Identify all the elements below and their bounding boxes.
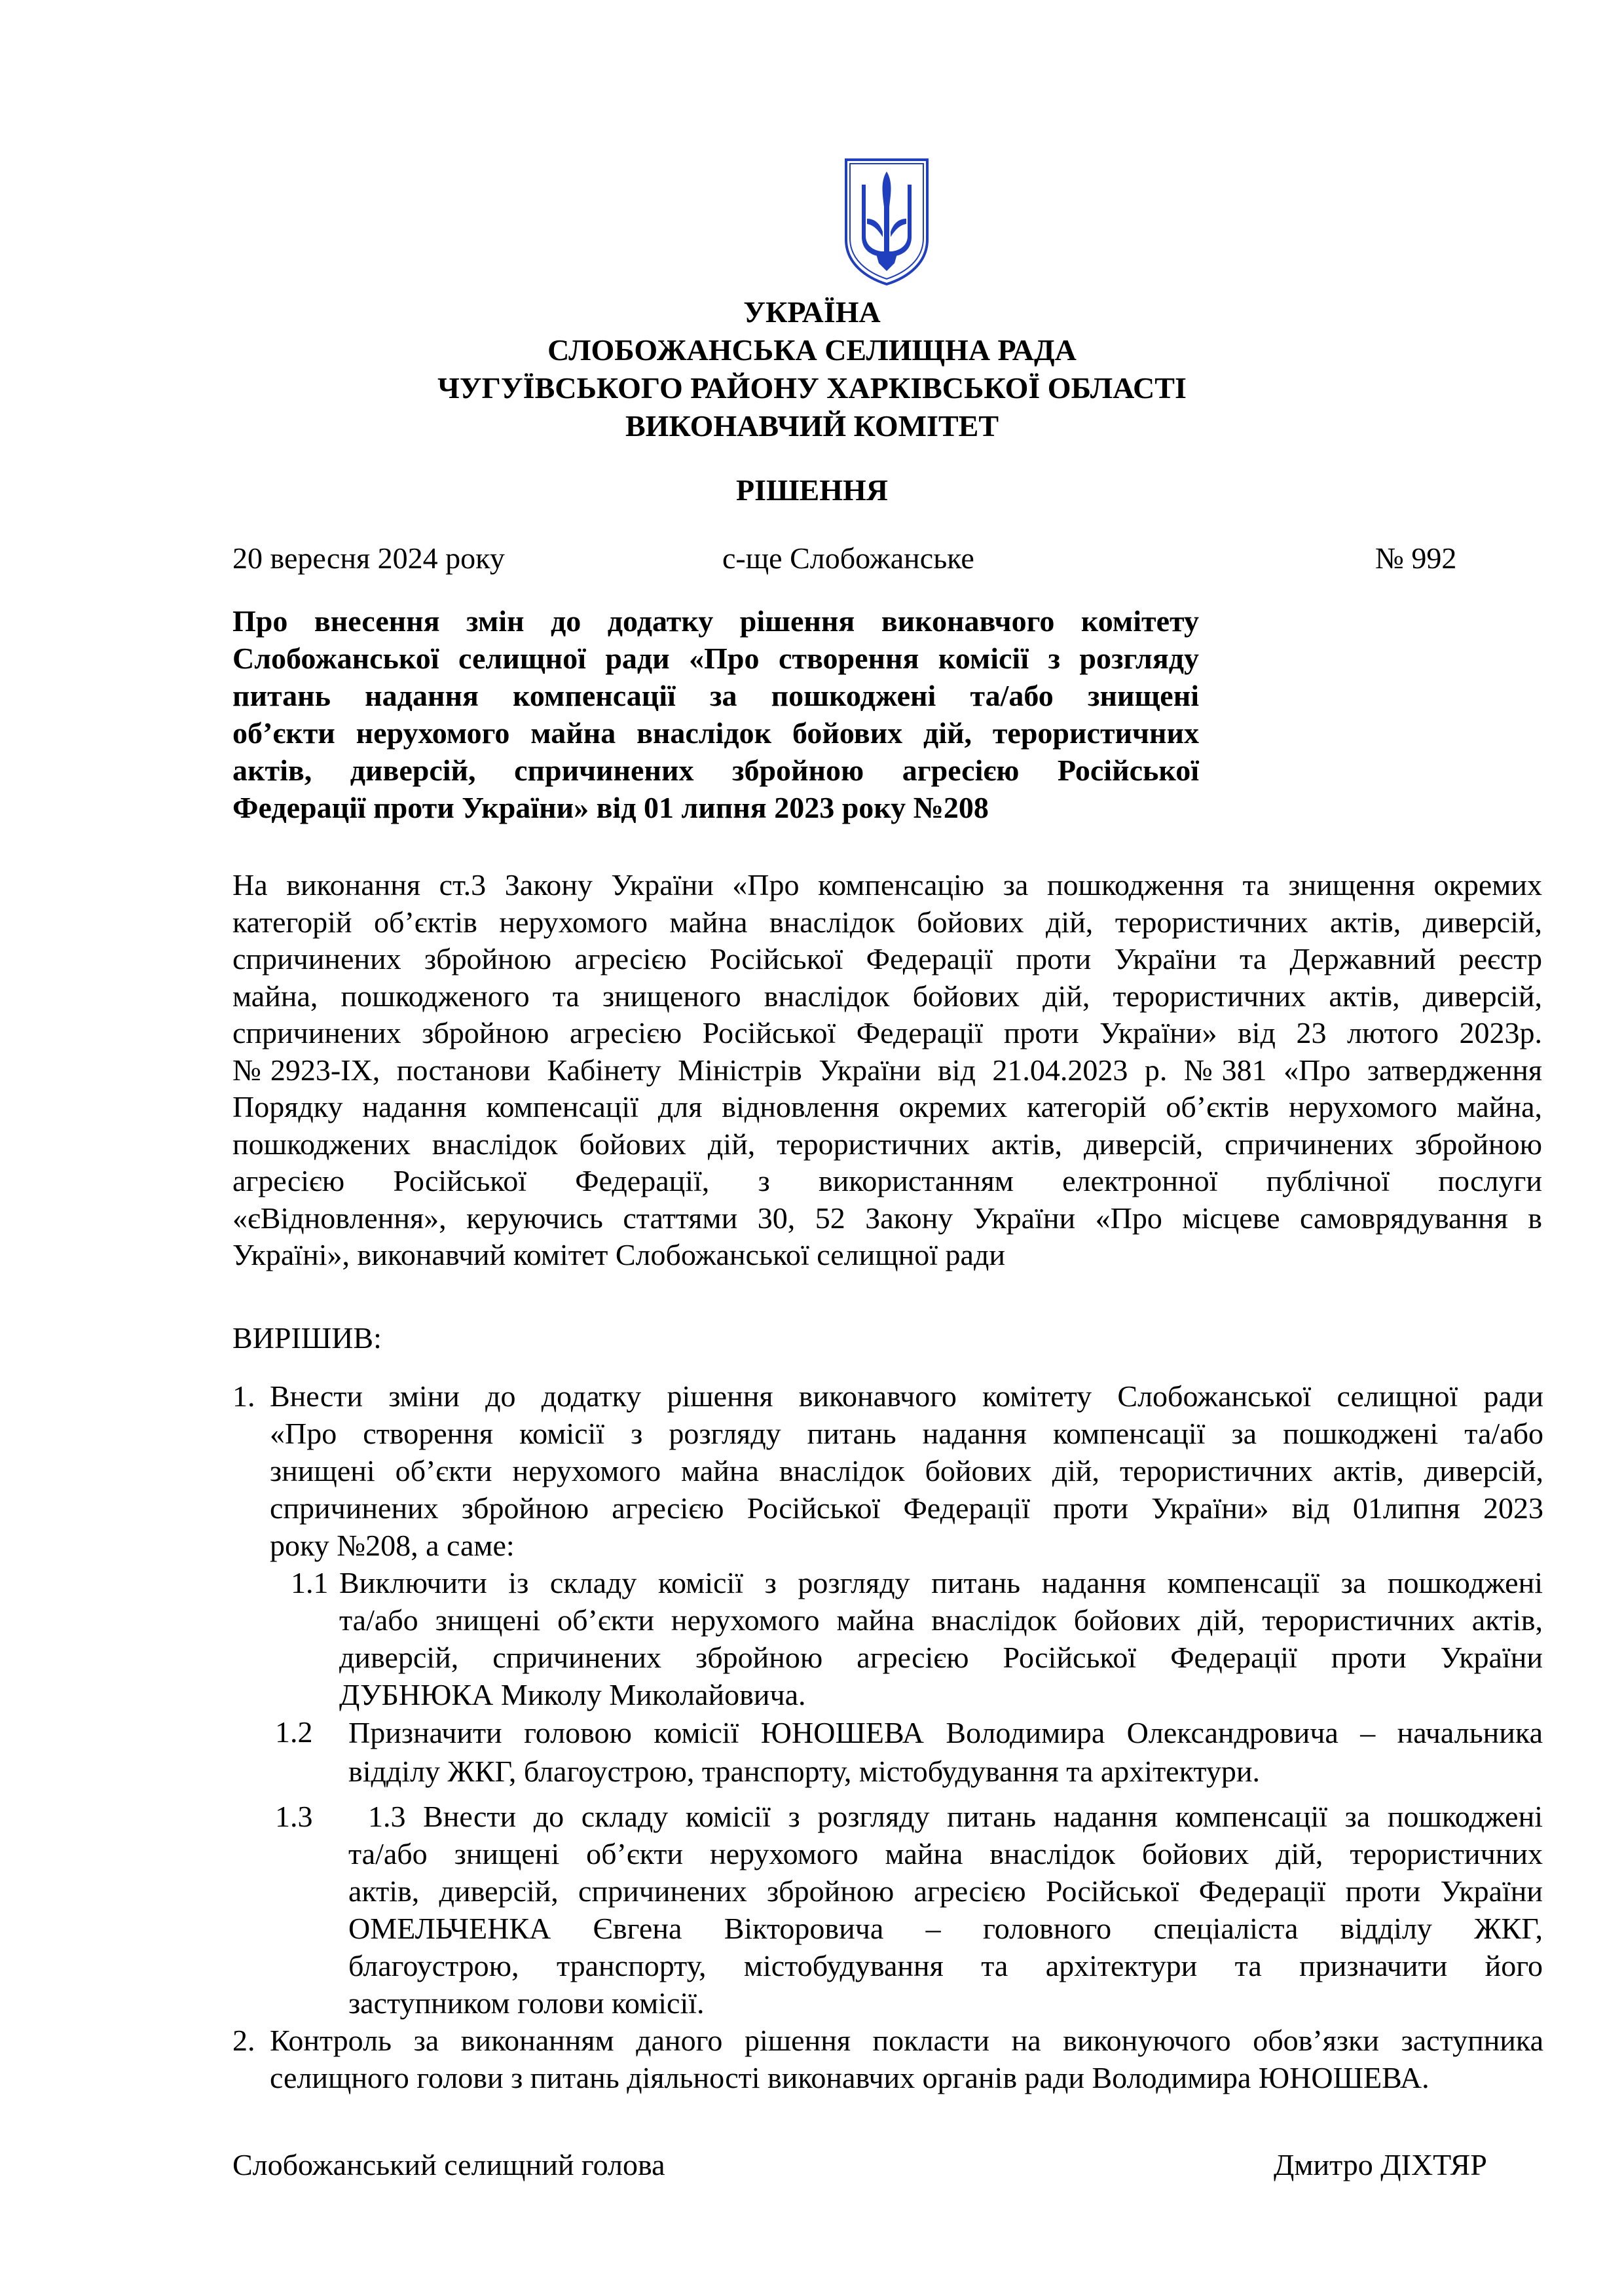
item-1-2	[348, 1713, 1543, 1791]
preamble-line: Порядку надання компенсації для відновлення окремих категорій об’єктів нерухомого майна,	[232, 1090, 1542, 1123]
header-council: СЛОБОЖАНСЬКА СЕЛИЩНА РАДА	[547, 333, 1077, 367]
item-line: Внести зміни до додатку рішення виконавчого комітету Слобожанської селищної ради	[270, 1379, 1543, 1413]
item-number: 1.2	[275, 1715, 313, 1749]
item-line: та/або знищені об’єкти нерухомого майна внаслідок бойових дій, терористичних актів,	[339, 1603, 1543, 1637]
decision-title	[232, 602, 1199, 826]
title-line: Слобожанської селищної ради «Про створення комісії з розгляду	[232, 642, 1199, 675]
item-line: диверсій, спричинених збройною агресією Російської Федерації проти України	[339, 1641, 1543, 1674]
item-line: та/або знищені об’єкти нерухомого майна внаслідок бойових дій, терористичних	[348, 1837, 1543, 1870]
item-1-1	[339, 1564, 1543, 1713]
decision-date: 20 вересня 2024 року	[232, 541, 505, 575]
title-line: Федерації проти України» від 01 липня 2023 року №208	[232, 791, 989, 824]
item-line: спричинених збройною агресією Російської Федерації проти України» від 01липня 2023	[270, 1491, 1543, 1525]
title-line: питань надання компенсації за пошкоджені та/або знищені	[232, 679, 1199, 712]
coat-of-arms-icon	[842, 156, 931, 287]
preamble-line: «єВідновлення», керуючись статтями 30, 52 Закону України «Про місцеве самоврядування в	[232, 1201, 1542, 1235]
title-line: Про внесення змін до додатку рішення виконавчого комітету	[232, 604, 1199, 638]
decided-label: ВИРІШИВ:	[232, 1321, 382, 1355]
item-1	[270, 1377, 1543, 1564]
item-number: 2.	[232, 2024, 255, 2057]
item-line: 1.3 Внести до складу комісії з розгляду питань надання компенсації за пошкоджені	[368, 1800, 1543, 1833]
header-committee: ВИКОНАВЧИЙ КОМІТЕТ	[625, 409, 999, 443]
preamble-line: пошкоджених внаслідок бойових дій, терористичних актів, диверсій, спричинених збройною	[232, 1127, 1542, 1161]
signatory-name: Дмитро ДІХТЯР	[1274, 2148, 1487, 2181]
item-number: 1.3	[275, 1800, 313, 1833]
preamble-line: На виконання ст.3 Закону України «Про компенсацію за пошкодження та знищення окремих	[232, 868, 1542, 902]
item-line: Виключити із складу комісії з розгляду питань надання компенсації за пошкоджені	[339, 1566, 1543, 1599]
item-number: 1.1	[291, 1566, 329, 1599]
item-line: року №208, а саме:	[270, 1529, 515, 1562]
item-line: благоустрою, транспорту, містобудування та архітектури та призначити його	[348, 1949, 1543, 1982]
item-line: Призначити головою комісії ЮНОШЕВА Володимира Олександровича – начальника	[348, 1716, 1543, 1749]
doc-type-heading: РІШЕННЯ	[736, 473, 888, 507]
preamble-line: майна, пошкодженого та знищеного внаслідок бойових дій, терористичних актів, диверсій,	[232, 979, 1542, 1013]
title-line: об’єкти нерухомого майна внаслідок бойових дій, терористичних	[232, 716, 1199, 750]
preamble-line: спричинених збройною агресією Російської Федерації проти України та Державний реєстр	[232, 942, 1542, 975]
item-number: 1.	[232, 1379, 255, 1413]
preamble-line: агресією Російської Федерації, з використанням електронної публічної послуги	[232, 1164, 1542, 1197]
item-line: селищного голови з питань діяльності виконавчих органів ради Володимира ЮНОШЕВА.	[270, 2061, 1430, 2094]
item-1-3	[348, 1798, 1543, 2022]
item-2	[270, 2022, 1543, 2096]
header-country: УКРАЇНА	[743, 295, 881, 329]
title-line: актів, диверсій, спричинених збройною агресією Російської	[232, 754, 1199, 787]
item-line: «Про створення комісії з розгляду питань надання компенсації за пошкоджені та/або	[270, 1417, 1543, 1450]
item-line: знищені об’єкти нерухомого майна внаслідок бойових дій, терористичних актів, диверсій,	[270, 1454, 1543, 1487]
item-line: Контроль за виконанням даного рішення покласти на виконуючого обов’язки заступника	[270, 2024, 1543, 2057]
item-line: заступником голови комісії.	[348, 1986, 705, 2020]
preamble-line: №2923-IX, постанови Кабінету Міністрів України від 21.04.2023 р. №381 «Про затвердження	[232, 1053, 1542, 1087]
item-line: ДУБНЮКА Миколу Миколайовича.	[339, 1678, 806, 1711]
item-line: ОМЕЛЬЧЕНКА Євгена Вікторовича – головного спеціаліста відділу ЖКГ,	[348, 1912, 1543, 1945]
preamble-line: Україні», виконавчий комітет Слобожанської селищної ради	[232, 1238, 1005, 1271]
header-block	[0, 293, 1624, 445]
preamble-line: спричинених збройною агресією Російської Федерації проти України» від 23 лютого 2023р.	[232, 1016, 1542, 1049]
item-line: актів, диверсій, спричинених збройною агресією Російської Федерації проти України	[348, 1874, 1543, 1908]
decision-place: с-ще Слобожанське	[722, 541, 974, 575]
signatory-position: Слобожанський селищний голова	[232, 2148, 665, 2181]
header-region: ЧУГУЇВСЬКОГО РАЙОНУ ХАРКІВСЬКОЇ ОБЛАСТІ	[437, 371, 1187, 405]
item-line: відділу ЖКГ, благоустрою, транспорту, містобудування та архітектури.	[348, 1755, 1260, 1788]
decision-number: № 992	[1375, 541, 1457, 575]
preamble-paragraph	[232, 867, 1542, 1274]
preamble-line: категорій об’єктів нерухомого майна внаслідок бойових дій, терористичних актів, диверсій,	[232, 905, 1542, 939]
